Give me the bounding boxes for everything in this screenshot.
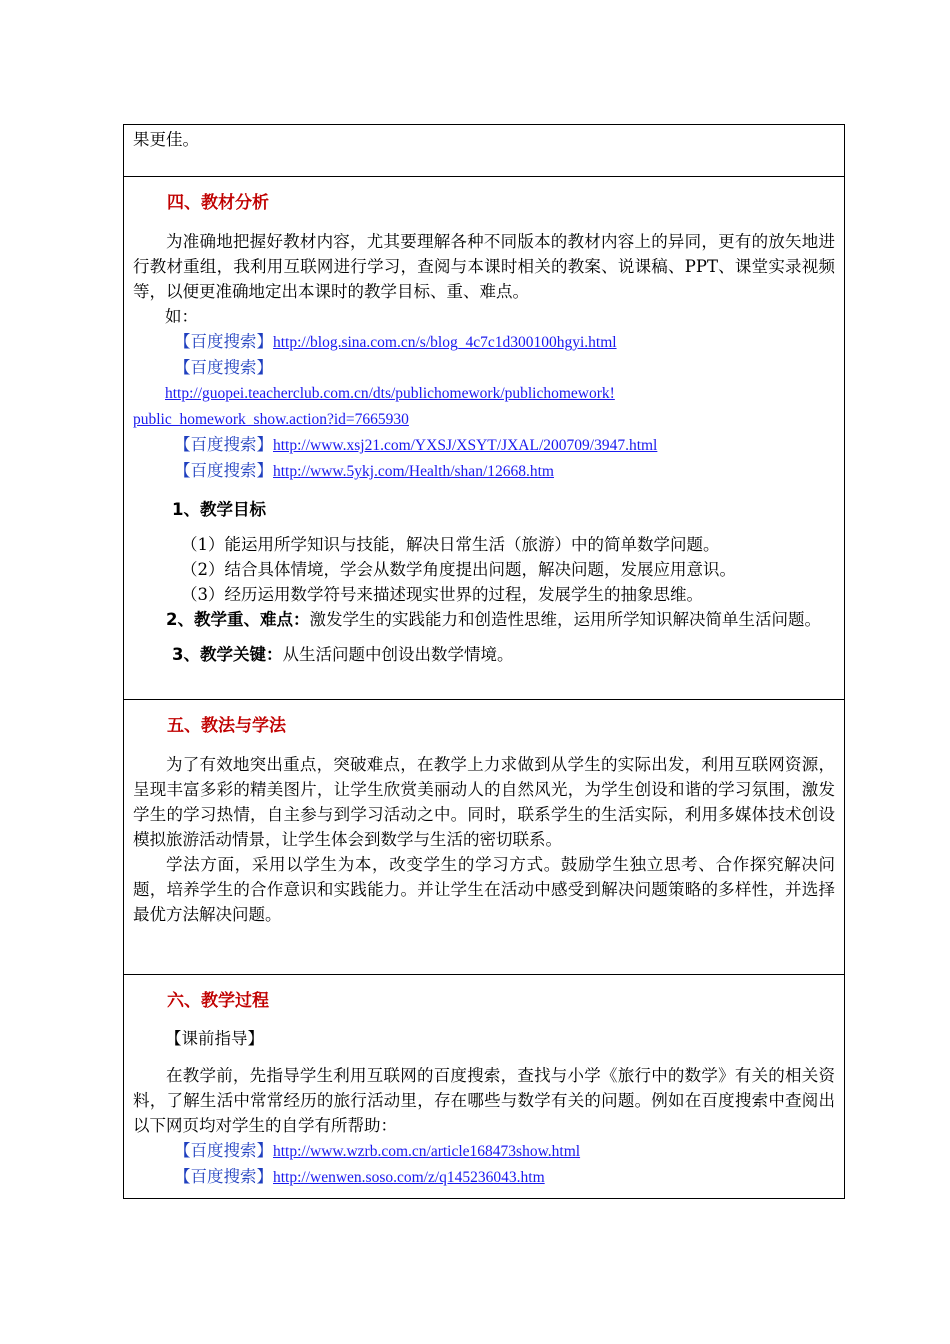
search-label: 【百度搜索】 bbox=[174, 332, 273, 351]
search-link-row bbox=[133, 1138, 835, 1164]
teaching-goals-list bbox=[133, 532, 835, 607]
section-4-cell bbox=[124, 176, 844, 699]
search-link-row bbox=[133, 458, 835, 484]
teaching-key-text: 从生活问题中创设出数学情境。 bbox=[282, 645, 514, 664]
continuation-cell bbox=[124, 125, 844, 176]
section-6-cell bbox=[124, 974, 844, 1198]
goal-item: （3）经历运用数学符号来描述现实世界的过程，发展学生的抽象思维。 bbox=[181, 585, 703, 604]
search-link[interactable]: http://wenwen.soso.com/z/q145236043.htm bbox=[273, 1169, 545, 1186]
section-5-paragraph-2: 学法方面，采用以学生为本，改变学生的学习方式。鼓励学生独立思考、合作探究解决问题，培养学生的合作意识和实践能力。并让学生在活动中感受到解决问题策略的多样性，并选择最优方法解决问题。 bbox=[133, 855, 835, 924]
continuation-text: 果更佳。 bbox=[133, 130, 199, 149]
section-4-paragraph: 为准确地把握好教材内容，尤其要理解各种不同版本的教材内容上的异同，更有的放矢地进行教材重组，我利用互联网进行学习，查阅与本课时相关的教案、说课稿、PPT、课堂实录视频等，以便更准确地定出本课时的教学目标、重、难点。 bbox=[133, 232, 835, 301]
search-link[interactable]: http://www.5ykj.com/Health/shan/12668.htm bbox=[273, 463, 554, 480]
search-link-row bbox=[133, 380, 835, 406]
search-label: 【百度搜索】 bbox=[174, 1167, 273, 1186]
search-link[interactable]: http://blog.sina.com.cn/s/blog_4c7c1d300100hgyi.html bbox=[273, 334, 617, 351]
teaching-key-title: 3、教学关键： bbox=[172, 645, 283, 664]
search-link[interactable]: public_homework_show.action?id=7665930 bbox=[133, 411, 409, 428]
search-label: 【百度搜索】 bbox=[174, 461, 273, 480]
pre-class-guide-label: 【课前指导】 bbox=[165, 1029, 264, 1048]
key-points-text: 激发学生的实践能力和创造性思维，运用所学知识解决简单生活问题。 bbox=[309, 610, 821, 629]
document-table bbox=[123, 124, 845, 1199]
goal-item: （1）能运用所学知识与技能，解决日常生活（旅游）中的简单数学问题。 bbox=[181, 535, 720, 554]
search-link-row bbox=[133, 432, 835, 458]
search-label: 【百度搜索】 bbox=[174, 358, 273, 377]
section-4-heading: 四、教材分析 bbox=[167, 193, 269, 213]
search-link[interactable]: http://www.wzrb.com.cn/article168473show.html bbox=[273, 1143, 581, 1160]
section-6-paragraph: 在教学前，先指导学生利用互联网的百度搜索，查找与小学《旅行中的数学》有关的相关资料，了解生活中常常经历的旅行活动里，存在哪些与数学有关的问题。例如在百度搜索中查阅出以下网页均对学生的自学有所帮助： bbox=[133, 1066, 835, 1135]
search-label: 【百度搜索】 bbox=[174, 435, 273, 454]
goal-item: （2）结合具体情境，学会从数学角度提出问题，解决问题，发展应用意识。 bbox=[181, 560, 736, 579]
search-link-row bbox=[133, 406, 835, 432]
teaching-key bbox=[133, 642, 835, 667]
search-link-row bbox=[133, 329, 835, 355]
search-label: 【百度搜索】 bbox=[174, 1141, 273, 1160]
teaching-goals-title: 1、教学目标 bbox=[172, 500, 266, 519]
search-link[interactable]: http://www.xsj21.com/YXSJ/XSYT/JXAL/200709/3947.html bbox=[273, 437, 658, 454]
search-link-row bbox=[133, 1164, 835, 1190]
section-6-heading: 六、教学过程 bbox=[167, 991, 269, 1011]
section-5-heading: 五、教法与学法 bbox=[167, 716, 286, 736]
section-4-ru: 如： bbox=[165, 307, 198, 326]
search-link[interactable]: http://guopei.teacherclub.com.cn/dts/publichomework/publichomework! bbox=[165, 385, 615, 402]
section-5-paragraph-1: 为了有效地突出重点，突破难点，在教学上力求做到从学生的实际出发，利用互联网资源，呈现丰富多彩的精美图片，让学生欣赏美丽动人的自然风光，为学生创设和谐的学习氛围，激发学生的学习热情，自主参与到学习活动之中。同时，联系学生的生活实际，利用多媒体技术创设模拟旅游活动情景，让学生体会到数学与生活的密切联系。 bbox=[133, 755, 835, 849]
section-5-cell bbox=[124, 699, 844, 974]
key-points bbox=[133, 607, 835, 632]
key-points-title: 2、教学重、难点： bbox=[166, 610, 310, 629]
search-link-row bbox=[133, 355, 835, 380]
